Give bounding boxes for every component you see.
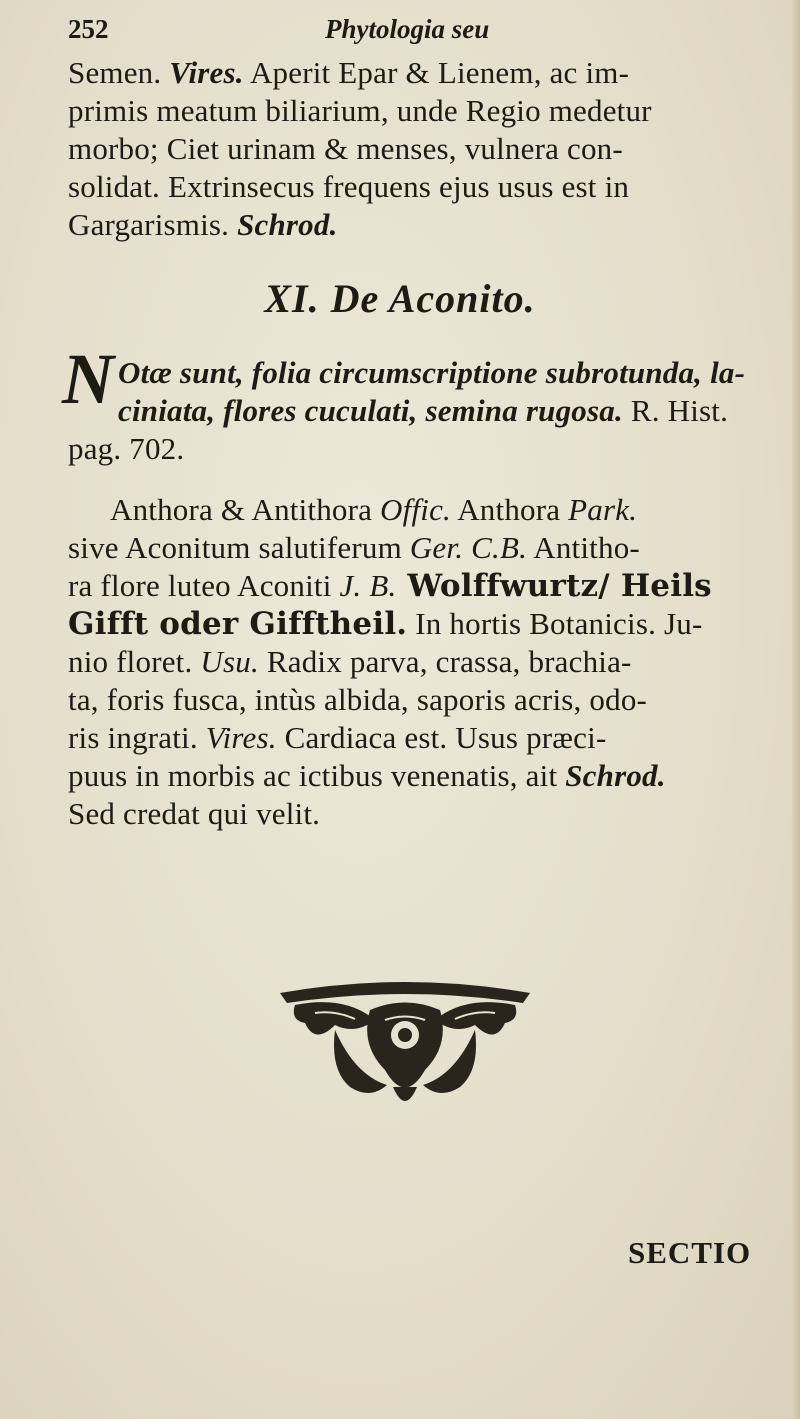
- text-line: solidat. Extrinsecus frequens ejus usus est in: [68, 169, 630, 204]
- printer-ornament-icon: [275, 975, 535, 1115]
- text-line: ciniata, flores cuculati, semina rugosa. R. Hist.: [118, 393, 729, 428]
- running-title: Phytologia seu: [325, 14, 490, 44]
- drop-cap: N: [62, 339, 114, 419]
- text-line: primis meatum biliarium, unde Regio medetur: [68, 93, 652, 128]
- text-line: nio floret. Usu. Radix parva, crassa, brachia-: [68, 644, 632, 679]
- text-line: ris ingrati. Vires. Cardiaca est. Usus præci-: [68, 720, 607, 755]
- text-line: ta, foris fusca, intùs albida, saporis acris, odo-: [68, 682, 648, 717]
- text-line: Otæ sunt, folia circumscriptione subrotunda, la-: [118, 355, 746, 390]
- catchword: SECTIO: [628, 1235, 752, 1270]
- text-line: Gifft oder Gifftheil. In hortis Botanicis. Ju-: [68, 606, 703, 642]
- text-line: Sed credat qui velit.: [68, 796, 321, 831]
- text-line: Anthora & Antithora Offic. Anthora Park.: [110, 492, 638, 527]
- text-line: sive Aconitum salutiferum Ger. C.B. Antitho-: [68, 530, 640, 565]
- text-line: Gargarismis. Schrod.: [68, 207, 338, 242]
- text-line: puus in morbis ac ictibus venenatis, ait Schrod.: [68, 758, 666, 793]
- text-line: pag. 702.: [68, 431, 185, 466]
- text-line: morbo; Ciet urinam & menses, vulnera con-: [68, 131, 623, 166]
- section-heading: XI. De Aconito.: [264, 276, 536, 321]
- text-line: Semen. Vires. Aperit Epar & Lienem, ac im-: [68, 55, 630, 90]
- text-line: ra flore luteo Aconiti J. B. Wolffwurtz/ Heils: [68, 568, 712, 604]
- page-number: 252: [68, 14, 109, 44]
- page-edge: [792, 0, 800, 1419]
